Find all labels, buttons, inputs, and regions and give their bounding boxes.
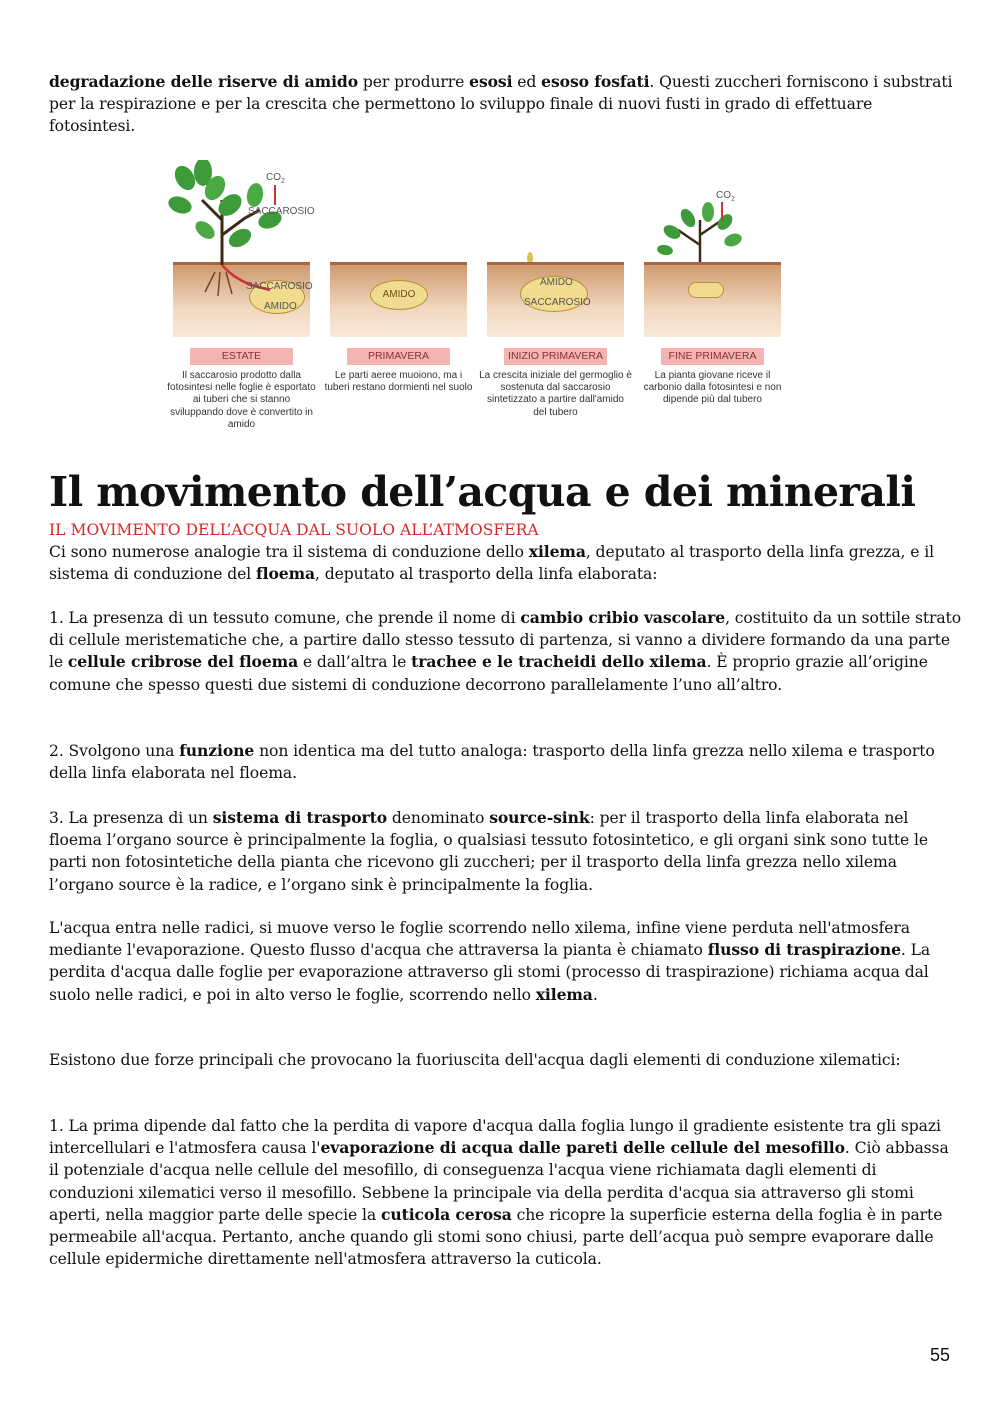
paragraph: 1. La presenza di un tessuto comune, che prende il nome di cambio cribio vascolare, costituito da un sottile strato di cellule meristematiche che, a partire dallo stesso tessuto di partenza, si vanno a dividere formando da una parte le cellule cribrose del floema e dall’altra le trachee e le tracheidi dello xilema. È proprio grazie all’origine comune che spesso questi due sistemi di conduzione decorrono parallelamente l’uno all’altro. (49, 608, 962, 694)
co2-label: $CO_2$ (266, 172, 285, 185)
panel-primavera (324, 262, 473, 434)
panel-caption: INIZIO PRIMAVERA (504, 348, 607, 365)
saccarosio-label: SACCAROSIO (524, 297, 591, 308)
panel-inizio-primavera (479, 262, 632, 434)
page-number: 55 (930, 1345, 951, 1365)
tuber-lifecycle-figure (160, 160, 800, 440)
saccarosio-label: SACCAROSIO (248, 206, 315, 217)
panel-description: Le parti aeree muoiono, ma i tuberi restano dormienti nel suolo (324, 370, 473, 394)
panel-caption: ESTATE (190, 348, 293, 365)
co2-label: $CO_2$ (716, 190, 735, 203)
soil (644, 262, 781, 337)
tuber (370, 280, 428, 310)
paragraph: L'acqua entra nelle radici, si muove verso le foglie scorrendo nello xilema, infine viene perduta nell'atmosfera mediante l'evaporazione. Questo flusso d'acqua che attraversa la pianta è chiamato flusso di traspirazione. La perdita d'acqua dalle foglie per evaporazione attraverso gli stomi (processo di traspirazione) richiama acqua dal suolo nelle radici, e poi in alto verso le foglie, scorrendo nello xilema. (49, 919, 931, 1004)
amido-label: AMIDO (264, 301, 297, 312)
paragraph: Ci sono numerose analogie tra il sistema di conduzione dello xilema, deputato al trasporto della linfa grezza, e il sistema di conduzione del floema, deputato al trasporto della linfa elaborata: (49, 542, 935, 584)
paragraph: 2. Svolgono una funzione non identica ma del tutto analoga: trasporto della linfa grezza nello xilema e trasporto della linfa elaborata nel floema. (49, 741, 935, 783)
panel-description: La crescita iniziale del germoglio è sostenuta dal saccarosio sintetizzato a partire dall'amido del tubero (479, 370, 632, 418)
paragraph: 3. La presenza di un sistema di trasporto denominato source-sink: per il trasporto della linfa elaborata nel floema l’organo source è principalmente la foglia, o qualsiasi tessuto fotosintetico, e gli organi sink sono tutte le parti non fotosintetiche della pianta che ricevono gli zuccheri; per il trasporto della linfa grezza nello xilema l’organo source è la radice, e l’organo sink è principalmente la foglia. (49, 808, 929, 894)
section-subtitle: IL MOVIMENTO DELL’ACQUA DAL SUOLO ALL’ATMOSFERA (49, 521, 539, 539)
tuber (688, 282, 724, 298)
section-title: Il movimento dell’acqua e dei minerali (49, 468, 916, 516)
intro-paragraph: degradazione delle riserve di amido per produrre esosi ed esoso fosfati. Questi zuccheri forniscono i substrati per la respirazione e per la crescita che permettono lo sviluppo finale di nuovi fusti in grado di effettuare fotosintesi. (49, 72, 953, 136)
panel-caption: PRIMAVERA (347, 348, 450, 365)
paragraph: 1. La prima dipende dal fatto che la perdita di vapore d'acqua dalla foglia lungo il gradiente esistente tra gli spazi intercellulari e l'atmosfera causa l'evaporazione di acqua dalle pareti delle cellule del mesofillo. Ciò abbassa il potenziale d'acqua nelle cellule del mesofillo, di conseguenza l'acqua viene richiamata dagli elementi di conduzioni xilematici verso il mesofillo. Sebbene la principale via della perdita d'acqua sia attraverso gli stomi aperti, nella maggior parte delle specie la cuticola cerosa che ricopre la superficie esterna della foglia è in parte permeabile all'acqua. Pertanto, anche quando gli stomi sono chiusi, parte dell’acqua può sempre evaporare dalle cellule epidermiche direttamente nell'atmosfera attraverso la cuticola. (49, 1117, 949, 1269)
amido-label: AMIDO (540, 277, 573, 288)
paragraph: Esistono due forze principali che provocano la fuoriuscita dell'acqua dagli elementi di conduzione xilematici: (49, 1051, 901, 1069)
panel-caption: FINE PRIMAVERA (661, 348, 764, 365)
panel-fine-primavera (644, 262, 781, 434)
saccarosio-label: SACCAROSIO (246, 281, 313, 292)
panel-description: Il saccarosio prodotto dalla fotosintesi nelle foglie è esportato ai tuberi che si stanno sviluppando dove è convertito in amido (167, 370, 316, 430)
amido-label: AMIDO (382, 289, 416, 300)
panel-description: La pianta giovane riceve il carbonio dalla fotosintesi e non dipende più dal tubero (643, 370, 782, 406)
